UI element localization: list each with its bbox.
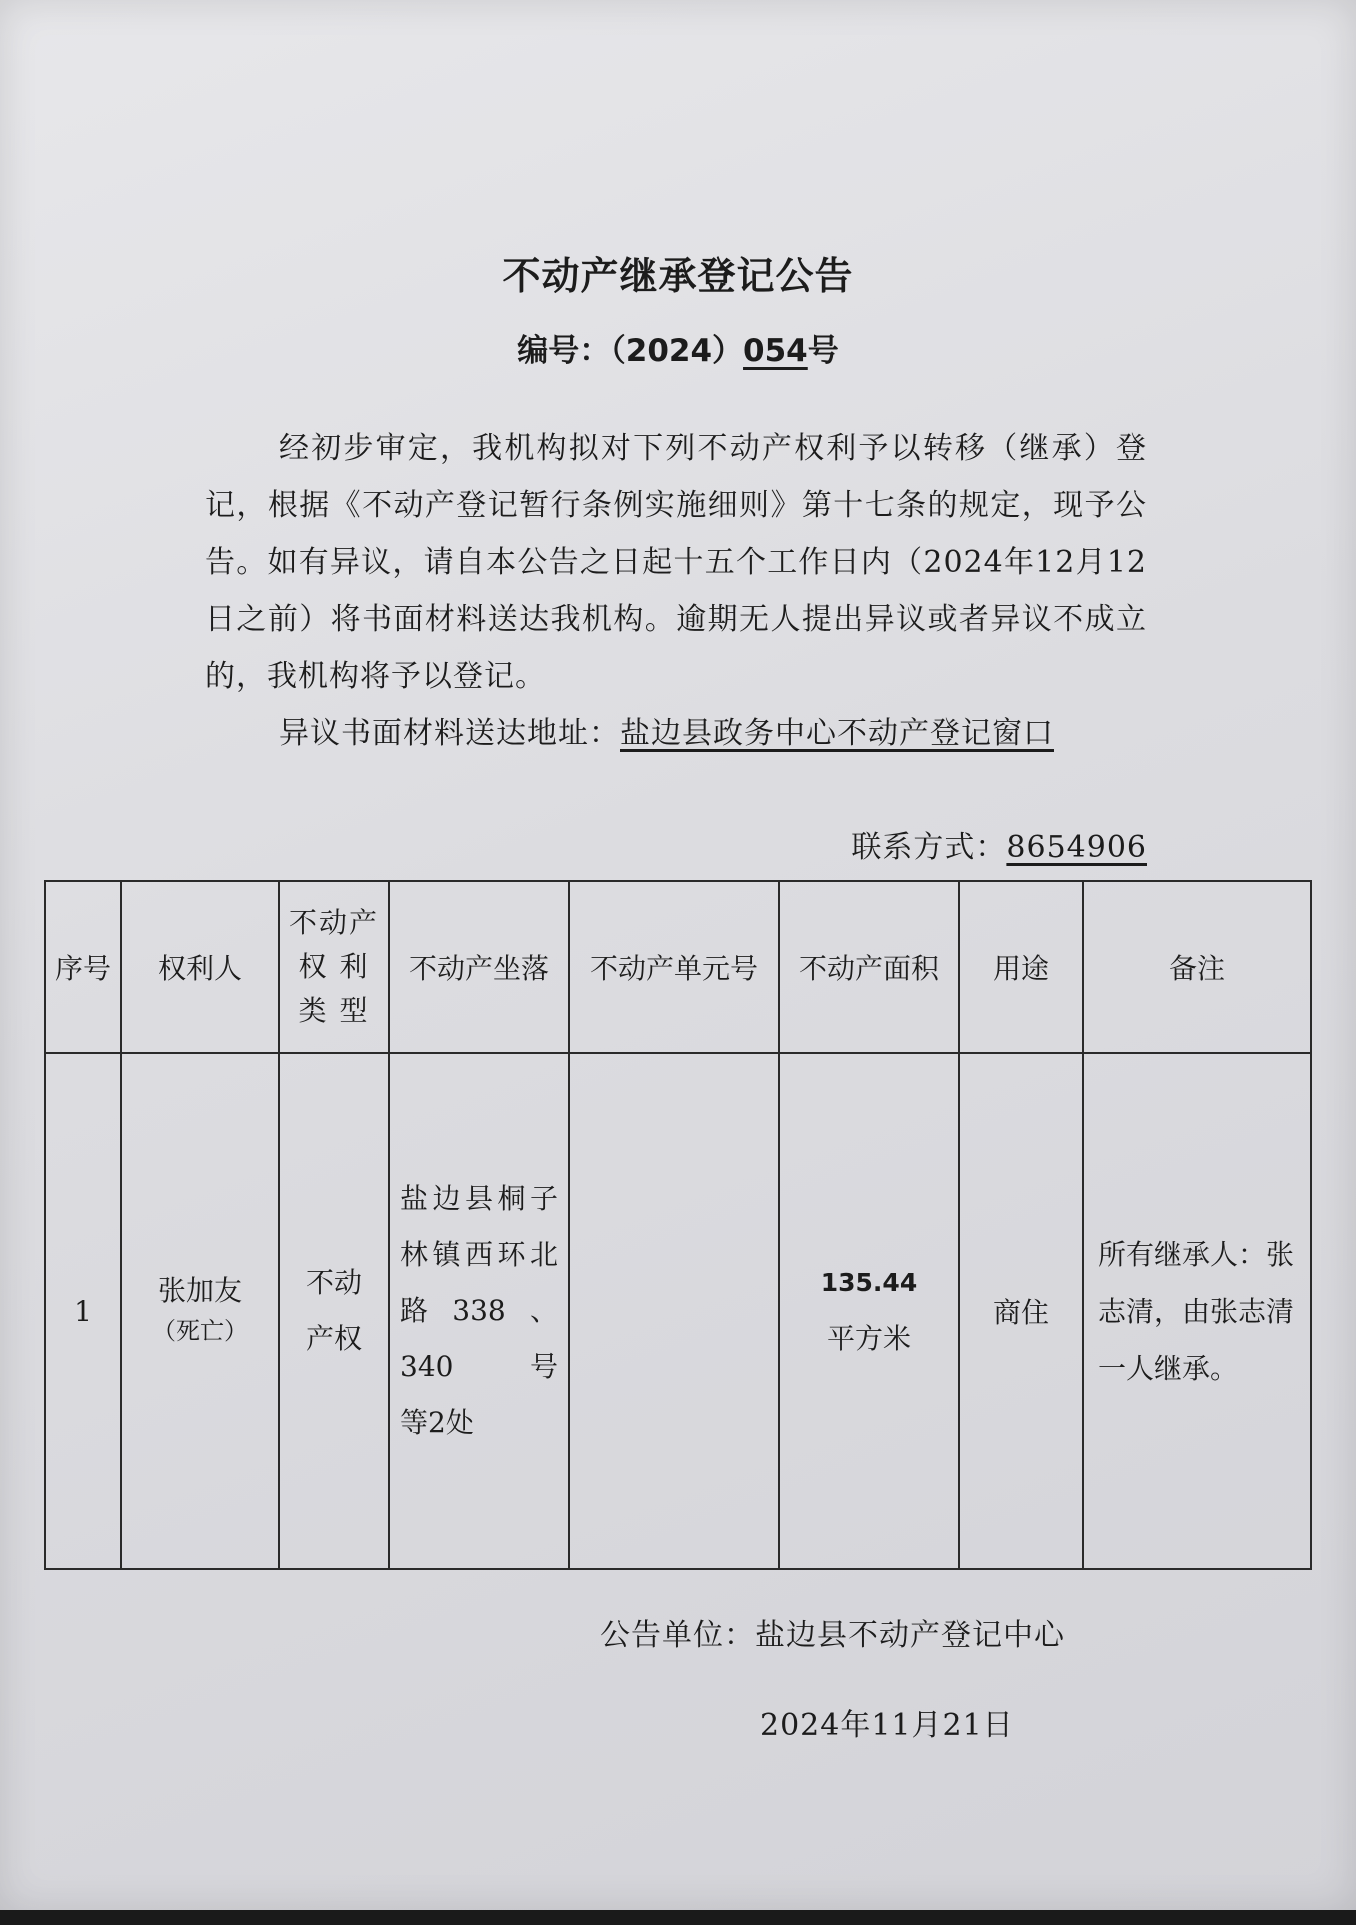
type-line2: 产权 [305, 1322, 362, 1355]
owner-name: 张加友 [157, 1274, 242, 1307]
header-index: 序号 [45, 881, 121, 1053]
location-last: 等2处 [400, 1406, 474, 1439]
table-row [45, 1053, 1311, 1569]
table-header-row [45, 881, 1311, 1053]
address-value: 盐边县政务中心不动产登记窗口 [620, 716, 1054, 751]
objection-address [205, 705, 1147, 762]
address-label: 异议书面材料送达地址： [279, 716, 620, 751]
owner-note: （死亡） [152, 1317, 248, 1345]
notice-serial [0, 325, 1356, 370]
header-location: 不动产坐落 [389, 881, 569, 1053]
header-type-line1: 不动产 [288, 906, 379, 939]
contact-label: 联系方式： [851, 830, 1007, 865]
header-usage: 用途 [959, 881, 1083, 1053]
header-type-line3: 类 型 [298, 994, 370, 1027]
cell-right-type [279, 1053, 389, 1569]
serial-number: 054 [743, 333, 808, 369]
issuer [600, 1610, 1065, 1654]
header-type-line2: 权 利 [298, 950, 370, 983]
header-area: 不动产面积 [779, 881, 959, 1053]
issuer-value: 盐边县不动产登记中心 [755, 1618, 1065, 1653]
area-unit: 平方米 [826, 1322, 911, 1355]
header-right-type [279, 881, 389, 1053]
header-remark: 备注 [1083, 881, 1311, 1053]
header-unit-no: 不动产单元号 [569, 881, 779, 1053]
serial-prefix: 编号：（2024） [517, 333, 744, 369]
cell-area [779, 1053, 959, 1569]
issuer-label: 公告单位： [600, 1618, 755, 1653]
contact-value: 8654906 [1006, 830, 1147, 865]
notice-date: 2024年11月21日 [760, 1708, 1014, 1743]
notice-body: 经初步审定，我机构拟对下列不动产权利予以转移（继承）登记，根据《不动产登记暂行条例实施细则》第十七条的规定，现予公告。如有异议，请自本公告之日起十五个工作日内（2024年12月12日之前）将书面材料送达我机构。逾期无人提出异议或者异议不成立的，我机构将予以登记。 [205, 431, 1147, 694]
cell-remark: 所有继承人：张志清，由张志清一人继承。 [1083, 1053, 1311, 1569]
notice-title: 不动产继承登记公告 [502, 254, 854, 298]
area-value: 135.44 [820, 1268, 918, 1297]
type-line1: 不动 [305, 1266, 362, 1299]
header-owner: 权利人 [121, 881, 279, 1053]
cell-usage: 商住 [959, 1053, 1083, 1569]
cell-owner [121, 1053, 279, 1569]
cell-unit-no [569, 1053, 779, 1569]
contact-info [851, 822, 1147, 866]
location-text: 盐边县桐子林镇西环北路338、340号 [400, 1182, 558, 1383]
serial-suffix: 号 [807, 333, 839, 369]
cell-location [389, 1053, 569, 1569]
cell-index: 1 [45, 1053, 121, 1569]
property-table [44, 880, 1312, 1570]
